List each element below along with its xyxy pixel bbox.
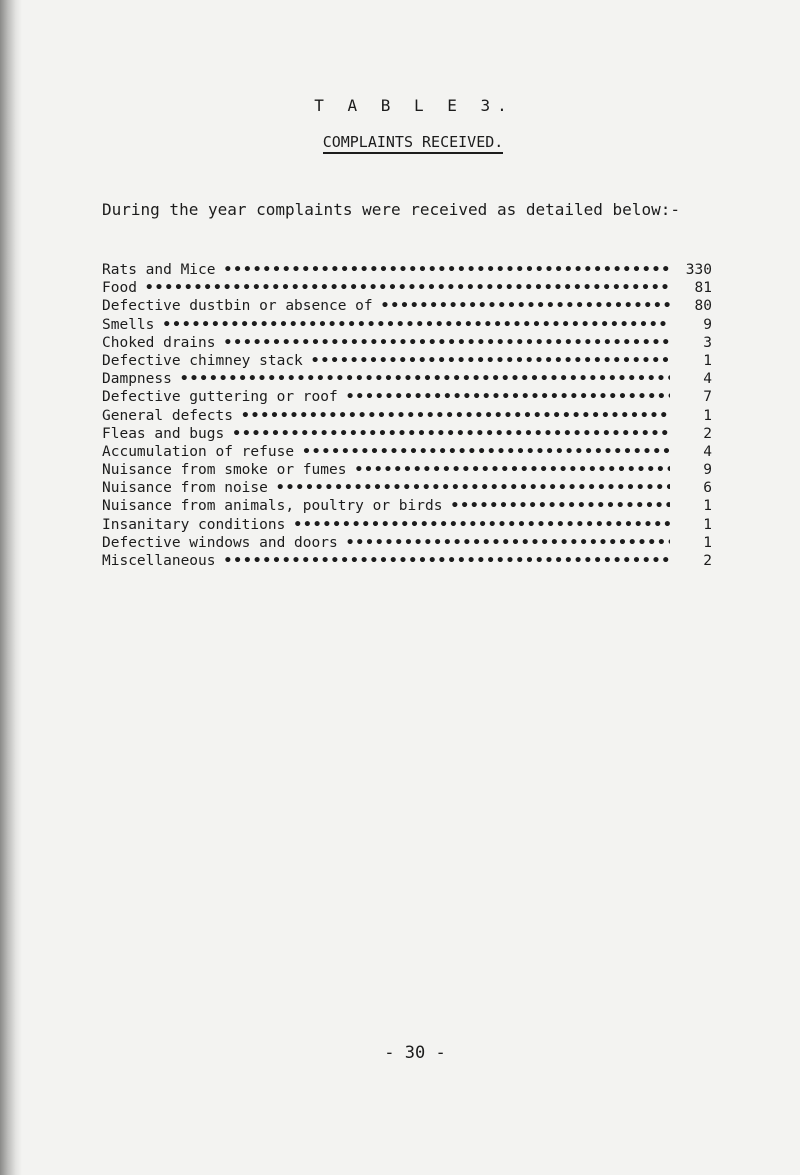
complaint-count: 3 [703, 334, 712, 351]
complaint-label: Defective windows and doors [102, 534, 338, 551]
complaint-count: 1 [703, 498, 712, 515]
list-item [102, 316, 712, 334]
complaint-label: Miscellaneous [102, 553, 216, 569]
complaint-label: Fleas and bugs [102, 425, 225, 442]
list-item [102, 352, 712, 370]
dot-leader [354, 461, 670, 479]
complaint-label: Rats and Mice [102, 262, 216, 278]
dot-leader [224, 552, 671, 570]
dot-leader [145, 279, 670, 297]
complaint-count: 81 [694, 280, 712, 297]
table-title [0, 96, 800, 115]
complaints-list [102, 261, 712, 570]
complaint-label: Choked drains [102, 334, 216, 351]
list-item [102, 443, 712, 461]
complaint-label: Nuisance from noise [102, 480, 268, 497]
complaint-label: Accumulation of refuse [102, 443, 295, 460]
complaint-count: 4 [703, 371, 712, 388]
complaint-count: 2 [703, 553, 712, 569]
list-item [102, 516, 712, 534]
dot-leader [162, 316, 670, 334]
dot-leader [293, 516, 670, 534]
list-item [102, 461, 712, 479]
complaint-count: 1 [703, 534, 712, 551]
complaint-count: 7 [703, 389, 712, 406]
complaint-label: Defective dustbin or absence of [102, 298, 373, 315]
table-title-text: T A B L E 3. [314, 96, 514, 115]
dot-leader [224, 334, 671, 352]
complaint-label: Nuisance from animals, poultry or birds [102, 498, 443, 515]
complaint-count: 2 [703, 425, 712, 442]
complaint-count: 1 [703, 516, 712, 533]
intro-paragraph: During the year complaints were received as detailed below:- [102, 200, 680, 219]
section-heading-text: COMPLAINTS RECEIVED. [323, 133, 504, 154]
dot-leader [346, 534, 670, 552]
complaint-count: 9 [703, 462, 712, 479]
complaint-label: Dampness [102, 371, 172, 388]
list-item [102, 497, 712, 515]
complaint-label: Insanitary conditions [102, 516, 286, 533]
complaint-count: 80 [694, 298, 712, 315]
complaint-label: Defective chimney stack [102, 352, 303, 369]
dot-leader [450, 497, 670, 515]
complaint-count: 6 [703, 480, 712, 497]
list-item [102, 370, 712, 388]
complaint-count: 1 [703, 407, 712, 424]
complaint-label: General defects [102, 407, 233, 424]
list-item [102, 261, 712, 279]
complaint-label: Food [102, 280, 137, 297]
complaint-label: Defective guttering or roof [102, 389, 338, 406]
dot-leader [346, 388, 670, 406]
complaint-count: 330 [685, 262, 712, 278]
dot-leader [232, 425, 670, 443]
dot-leader [224, 261, 671, 279]
dot-leader [311, 352, 670, 370]
list-item [102, 297, 712, 315]
complaint-label: Smells [102, 316, 155, 333]
dot-leader [276, 479, 670, 497]
list-item [102, 407, 712, 425]
list-item [102, 388, 712, 406]
list-item [102, 534, 712, 552]
list-item [102, 334, 712, 352]
dot-leader [381, 297, 670, 315]
section-heading [0, 133, 800, 154]
dot-leader [241, 407, 670, 425]
list-item [102, 552, 712, 570]
complaint-count: 1 [703, 352, 712, 369]
list-item [102, 479, 712, 497]
complaint-label: Nuisance from smoke or fumes [102, 462, 347, 479]
page-number: - 30 - [384, 1043, 446, 1063]
list-item [102, 279, 712, 297]
complaint-count: 9 [703, 316, 712, 333]
list-item [102, 425, 712, 443]
complaint-count: 4 [703, 443, 712, 460]
dot-leader [302, 443, 670, 461]
dot-leader [180, 370, 670, 388]
